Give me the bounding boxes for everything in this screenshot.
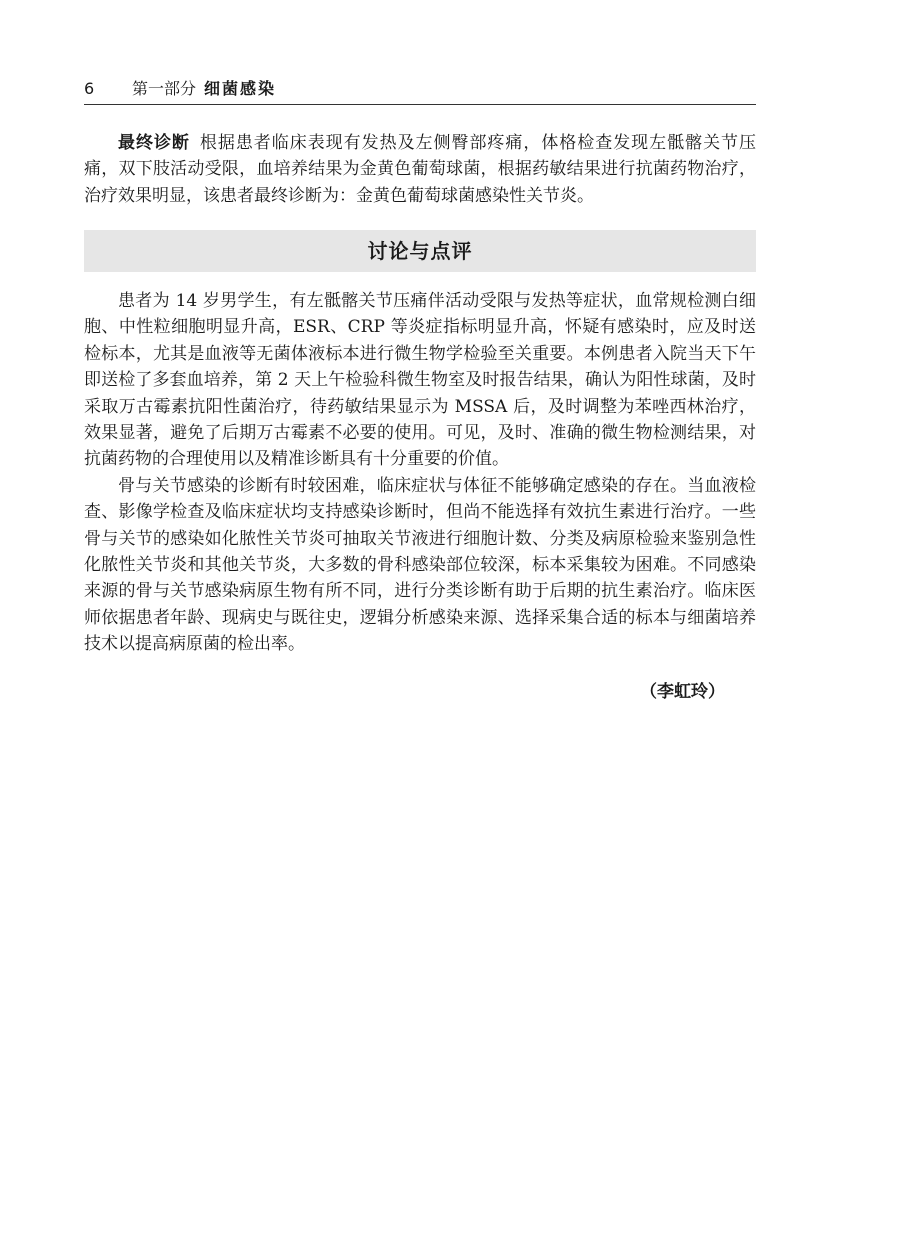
- page-number: 6: [84, 79, 95, 98]
- header-chapter-title: 细菌感染: [204, 79, 277, 98]
- discussion-paragraph-1: 患者为 14 岁男学生，有左骶髂关节压痛伴活动受限与发热等症状，血常规检测白细胞、中性粒细胞明显升高，ESR、CRP 等炎症指标明显升高，怀疑有感染时，应及时送检标本，尤其是血液等无菌体液标本进行微生物学检验至关重要。本例患者入院当天下午即送检了多套血培养，第 2 天上午检验科微生物室及时报告结果，确认为阳性球菌，及时采取万古霉素抗阳性菌治疗，待药敏结果显示为 MSSA 后，及时调整为苯唑西林治疗，效果显著，避免了后期万古霉素不必要的使用。可见，及时、准确的微生物检测结果，对抗菌药物的合理使用以及精准诊断具有十分重要的价值。: [84, 291, 756, 470]
- running-header: [84, 78, 756, 105]
- discussion-block: [84, 288, 756, 658]
- final-diagnosis-text: 根据患者临床表现有发热及左侧臀部疼痛，体格检查发现左骶髂关节压痛，双下肢活动受限，血培养结果为金黄色葡萄球菌，根据药敏结果进行抗菌药物治疗，治疗效果明显，该患者最终诊断为：金黄色葡萄球菌感染性关节炎。: [84, 133, 757, 206]
- author-signature: （李虹玲）: [640, 682, 725, 702]
- final-diagnosis-label: 最终诊断: [118, 133, 190, 153]
- final-diagnosis-block: [84, 130, 756, 209]
- section-title: 讨论与点评: [367, 239, 473, 263]
- section-heading-band: [84, 230, 756, 272]
- final-diagnosis-paragraph: [84, 130, 756, 209]
- discussion-paragraph-2: 骨与关节感染的诊断有时较困难，临床症状与体征不能够确定感染的存在。当血液检查、影像学检查及临床症状均支持感染诊断时，但尚不能选择有效抗生素进行治疗。一些骨与关节的感染如化脓性关节炎可抽取关节液进行细胞计数、分类及病原检验来鉴别急性化脓性关节炎和其他关节炎，大多数的骨科感染部位较深，标本采集较为困难。不同感染来源的骨与关节感染病原生物有所不同，进行分类诊断有助于后期的抗生素治疗。临床医师依据患者年龄、现病史与既往史，逻辑分析感染来源、选择采集合适的标本与细菌培养技术以提高病原菌的检出率。: [84, 475, 756, 655]
- header-part-label: 第一部分: [132, 79, 197, 98]
